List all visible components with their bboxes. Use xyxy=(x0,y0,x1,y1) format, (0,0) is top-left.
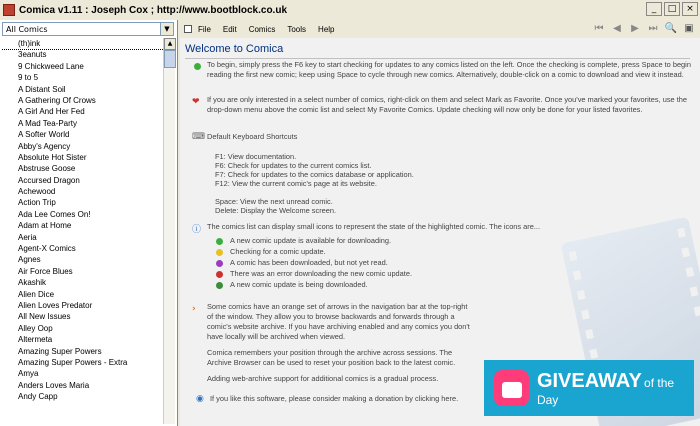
list-item[interactable]: Alien Loves Predator xyxy=(18,300,93,310)
menu-help[interactable]: Help xyxy=(318,24,335,34)
intro-paragraph: To begin, simply press the F6 key to start checking for updates to any comics listed on the left. Once the checking is complete, press Space to begin reading the first new comic; keep using Space to cycle through new comics. Alternatively, double-click on a comic to download and view it instead. xyxy=(207,60,691,79)
list-item[interactable]: Air Force Blues xyxy=(18,266,73,276)
options-icon[interactable]: ▣ xyxy=(684,23,694,34)
shortcuts-heading: Default Keyboard Shortcuts xyxy=(207,132,298,141)
list-item[interactable]: Agnes xyxy=(18,255,41,265)
shortcut-space: Space: View the next unread comic. xyxy=(215,197,333,206)
app-icon xyxy=(3,4,15,16)
list-item[interactable]: Akashik xyxy=(18,278,47,288)
comics-sidebar xyxy=(0,20,178,426)
list-item[interactable]: Agent-X Comics xyxy=(18,244,76,254)
list-item[interactable]: Amazing Super Powers - Extra xyxy=(18,357,128,367)
heart-icon: ❤ xyxy=(192,97,200,107)
list-item[interactable]: Alien Dice xyxy=(18,289,55,299)
first-comic-icon[interactable]: ⏮ xyxy=(594,23,604,34)
list-item[interactable]: Absolute Hot Sister xyxy=(18,152,87,162)
list-item[interactable]: A Gathering Of Crows xyxy=(18,95,96,105)
giveaway-title: GIVEAWAY xyxy=(536,369,642,392)
page-title: Welcome to Comica xyxy=(185,43,284,55)
menu-bar xyxy=(180,20,700,38)
chevron-down-icon[interactable]: ▼ xyxy=(160,23,173,35)
list-item[interactable]: Aeria xyxy=(18,232,37,242)
giveaway-banner[interactable] xyxy=(484,360,694,416)
shortcut-f6: F6: Check for updates to the current comics list. xyxy=(215,161,372,170)
maximize-button[interactable]: □ xyxy=(664,2,680,16)
gift-icon xyxy=(494,370,529,406)
list-item[interactable]: Amya xyxy=(18,369,39,379)
list-item[interactable]: 9 Chickweed Lane xyxy=(18,61,84,71)
list-item[interactable]: Andy Capp xyxy=(18,392,58,402)
shortcut-f12: F12: View the current comic's page at its website. xyxy=(215,179,377,188)
list-item[interactable]: Adam at Home xyxy=(18,221,72,231)
close-button[interactable]: × xyxy=(682,2,698,16)
donate-link[interactable]: If you like this software, please consider making a donation by clicking here. xyxy=(210,394,459,403)
window-controls xyxy=(646,2,698,16)
previous-comic-icon[interactable]: ◀ xyxy=(613,23,621,34)
list-item[interactable]: (th)ink xyxy=(2,38,164,49)
status-checking-icon xyxy=(216,249,223,256)
list-item[interactable]: Amazing Super Powers xyxy=(18,346,102,356)
status-unread-label: A comic has been downloaded, but not yet read. xyxy=(230,258,388,267)
window-title: Comica v1.11 : Joseph Cox ; http://www.bootblock.co.uk xyxy=(19,4,288,16)
next-comic-icon[interactable]: ▶ xyxy=(631,23,639,34)
list-item[interactable]: 3eanuts xyxy=(18,50,47,60)
list-item[interactable]: Ada Lee Comes On! xyxy=(18,209,91,219)
web-archive-paragraph: Adding web-archive support for additional comics is a gradual process. xyxy=(207,374,439,383)
list-item[interactable]: Accursed Dragon xyxy=(18,175,80,185)
navigation-toolbar xyxy=(592,22,696,36)
orange-arrow-icon: › xyxy=(192,304,196,314)
menu-comics[interactable]: Comics xyxy=(248,24,276,34)
icons-intro: The comics list can display small icons to represent the state of the highlighted comic. The icons are... xyxy=(207,222,541,231)
info-icon: ⓘ xyxy=(192,225,202,235)
status-error-label: There was an error downloading the new comic update. xyxy=(230,269,412,278)
keyboard-icon: ⌨ xyxy=(192,132,205,142)
status-checking-label: Checking for a comic update. xyxy=(230,247,326,256)
donate-icon: ◉ xyxy=(196,394,204,404)
list-item[interactable]: Altermeta xyxy=(18,335,53,345)
comic-list[interactable] xyxy=(2,38,164,424)
archive-paragraph: Comica remembers your position through the archive across sessions. The Archive Browser can be used to reset your position back to the latest comic. xyxy=(207,348,456,367)
list-item[interactable]: A Softer World xyxy=(18,130,70,140)
shortcut-f7: F7: Check for updates to the comics database or application. xyxy=(215,170,414,179)
list-item[interactable]: All New Issues xyxy=(18,312,71,322)
status-unread-icon xyxy=(216,260,223,267)
list-item[interactable]: Action Trip xyxy=(18,198,56,208)
list-item[interactable]: Alley Oop xyxy=(18,323,53,333)
search-icon[interactable]: 🔍 xyxy=(664,23,678,34)
menu-tools[interactable]: Tools xyxy=(287,24,307,34)
list-item[interactable]: Abby's Agency xyxy=(18,141,71,151)
giveaway-subtitle: of the Day xyxy=(536,375,675,407)
status-error-icon xyxy=(216,271,223,278)
list-scrollbar[interactable] xyxy=(163,38,175,424)
list-item[interactable]: A Mad Tea-Party xyxy=(18,118,77,128)
list-item[interactable]: Anders Loves Maria xyxy=(18,380,90,390)
list-item[interactable]: Achewood xyxy=(18,187,56,197)
navigation-paragraph: Some comics have an orange set of arrows in the navigation bar at the top-right of the window. They allow you to browse backwards and forwards through a comic's website archive. If you have archiving enabled and any comics you don't have locally will be archived when viewed. xyxy=(207,302,470,341)
green-dot-icon xyxy=(194,63,201,70)
document-icon xyxy=(184,25,192,33)
status-downloading-label: A new comic update is being downloaded. xyxy=(230,280,368,289)
title-bar xyxy=(0,0,700,20)
title-divider xyxy=(185,58,690,59)
last-comic-icon[interactable]: ⏭ xyxy=(648,23,658,34)
minimize-button[interactable]: _ xyxy=(646,2,662,16)
status-new-icon xyxy=(216,238,223,245)
scroll-thumb[interactable] xyxy=(164,50,176,68)
dropdown-value: All Comics xyxy=(6,24,48,34)
scroll-up-button[interactable]: ▲ xyxy=(164,38,176,50)
list-item[interactable]: 9 to 5 xyxy=(18,73,39,83)
favorites-paragraph: If you are only interested in a select number of comics, right-click on them and select Mark as Favorite. Once you've marked your favorites, use the drop-down menu above the comic list and select My Favorite Comics. Update checking will now only be done for your listed favorites. xyxy=(207,95,687,114)
status-new-label: A new comic update is available for downloading. xyxy=(230,236,392,245)
shortcut-f1: F1: View documentation. xyxy=(215,152,297,161)
menu-file[interactable]: File xyxy=(198,24,211,34)
list-item[interactable]: A Girl And Her Fed xyxy=(18,107,85,117)
shortcut-delete: Delete: Display the Welcome screen. xyxy=(215,206,337,215)
giveaway-text xyxy=(537,370,694,407)
menu-edit[interactable]: Edit xyxy=(222,24,237,34)
list-item[interactable]: Abstruse Goose xyxy=(18,164,76,174)
status-downloading-icon xyxy=(216,282,223,289)
list-item[interactable]: A Distant Soil xyxy=(18,84,66,94)
comic-filter-dropdown[interactable] xyxy=(2,22,174,36)
